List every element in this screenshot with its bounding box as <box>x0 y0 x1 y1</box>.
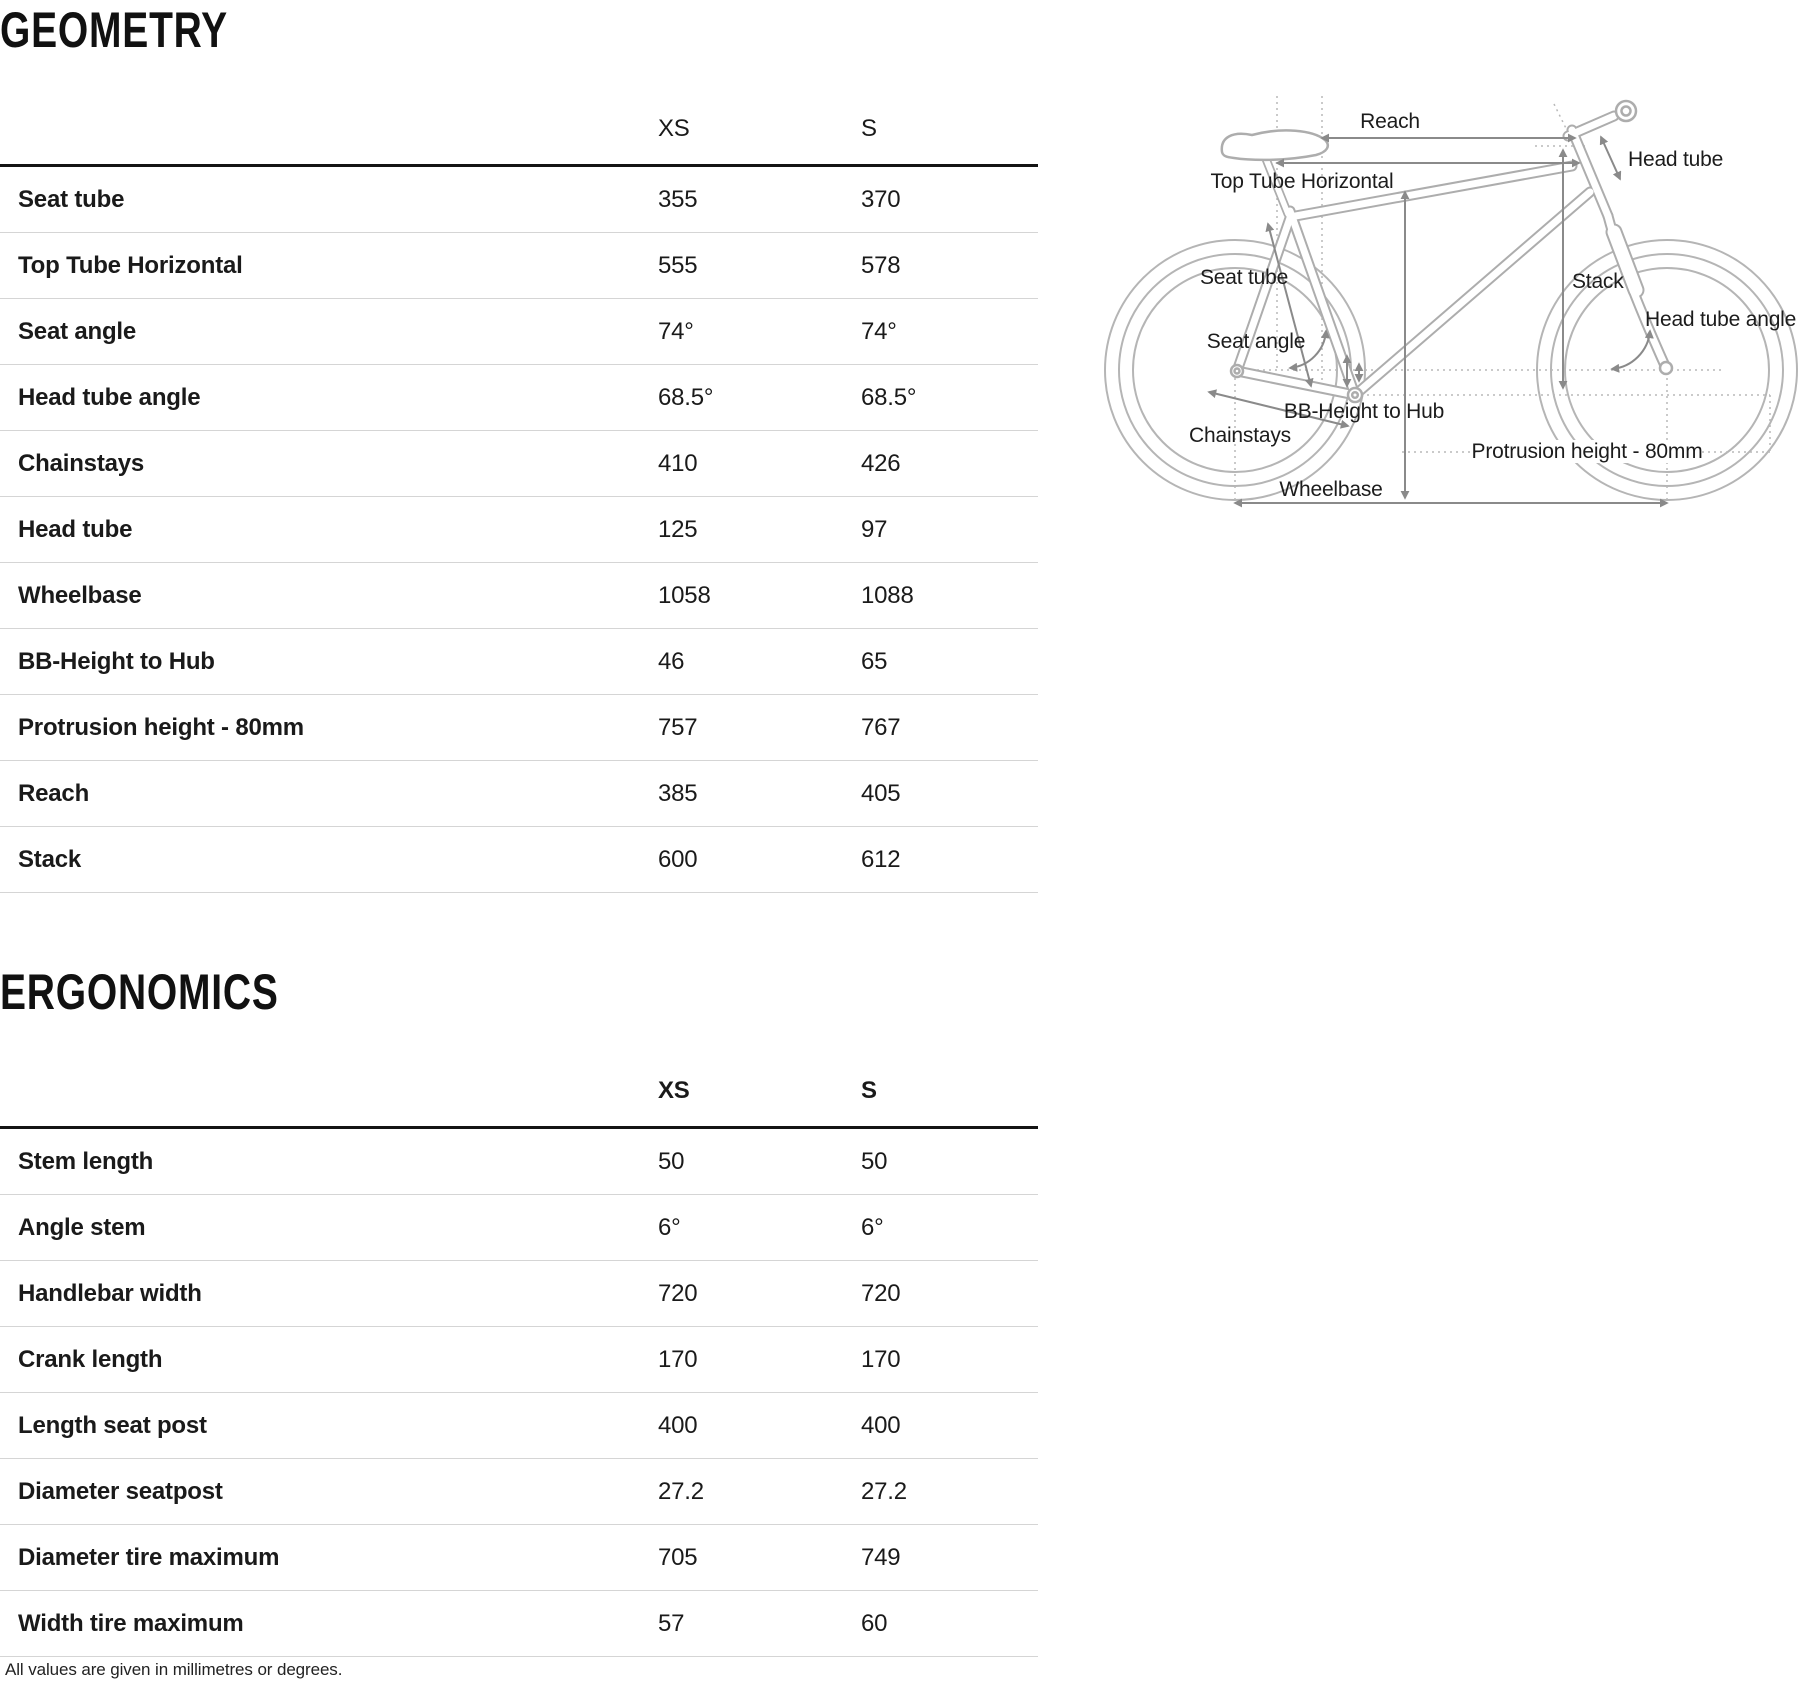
spec-value-s: 74° <box>861 317 897 345</box>
table-row <box>0 1591 1038 1657</box>
spec-value-xs: 410 <box>658 449 698 477</box>
table-row <box>0 563 1038 629</box>
spec-value-xs: 170 <box>658 1345 698 1373</box>
saddle <box>1222 130 1328 159</box>
section-ergonomics <box>0 966 1038 1657</box>
bike-geometry-diagram <box>950 80 1812 510</box>
spec-value-xs: 720 <box>658 1279 698 1307</box>
spec-value-xs: 400 <box>658 1411 698 1439</box>
spec-value-s: 68.5° <box>861 383 917 411</box>
spec-label: Width tire maximum <box>18 1609 244 1637</box>
spec-label: Top Tube Horizontal <box>18 251 243 279</box>
label-top-tube: Top Tube Horizontal <box>1210 170 1394 193</box>
spec-label: BB-Height to Hub <box>18 647 215 675</box>
table-row <box>0 1195 1038 1261</box>
table-row <box>0 233 1038 299</box>
spec-label: Protrusion height - 80mm <box>18 713 304 741</box>
spec-label: Angle stem <box>18 1213 146 1241</box>
label-stack: Stack <box>1572 270 1624 293</box>
table-row <box>0 299 1038 365</box>
spec-value-xs: 1058 <box>658 581 711 609</box>
table-row <box>0 497 1038 563</box>
spec-value-xs: 46 <box>658 647 685 675</box>
spec-value-xs: 125 <box>658 515 698 543</box>
spec-value-xs: 57 <box>658 1609 685 1637</box>
spec-value-s: 170 <box>861 1345 901 1373</box>
spec-value-xs: 27.2 <box>658 1477 704 1505</box>
label-reach: Reach <box>1360 110 1420 133</box>
spec-label: Diameter seatpost <box>18 1477 223 1505</box>
table-row <box>0 1129 1038 1195</box>
table-row <box>0 695 1038 761</box>
label-chainstays: Chainstays <box>1189 424 1291 447</box>
label-protrusion: Protrusion height - 80mm <box>1471 440 1703 463</box>
spec-label: Seat tube <box>18 185 125 213</box>
table-row <box>0 431 1038 497</box>
spec-value-s: 370 <box>861 185 901 213</box>
table-row <box>0 1261 1038 1327</box>
spec-label: Crank length <box>18 1345 163 1373</box>
spec-value-s: 1088 <box>861 581 914 609</box>
spec-label: Reach <box>18 779 90 807</box>
table-row <box>0 1327 1038 1393</box>
spec-label: Stem length <box>18 1147 154 1175</box>
spec-value-s: 720 <box>861 1279 901 1307</box>
spec-value-xs: 600 <box>658 845 698 873</box>
section-title: GEOMETRY <box>0 2 228 58</box>
section-title: ERGONOMICS <box>0 964 279 1020</box>
table-row <box>0 1459 1038 1525</box>
label-head-tube: Head tube <box>1628 148 1724 171</box>
spec-label: Head tube angle <box>18 383 201 411</box>
table-row <box>0 1393 1038 1459</box>
spec-value-xs: 50 <box>658 1147 685 1175</box>
spec-value-xs: 355 <box>658 185 698 213</box>
spec-value-s: 578 <box>861 251 901 279</box>
spec-label: Diameter tire maximum <box>18 1543 280 1571</box>
spec-value-s: 60 <box>861 1609 888 1637</box>
spec-value-s: 749 <box>861 1543 901 1571</box>
label-seat-angle: Seat angle <box>1206 330 1306 353</box>
label-head-tube-angle: Head tube angle <box>1645 308 1797 331</box>
table-row <box>0 827 1038 893</box>
label-seat-tube: Seat tube <box>1199 266 1289 289</box>
table-row <box>0 1525 1038 1591</box>
front-hub <box>1660 362 1672 374</box>
table-row <box>0 167 1038 233</box>
spec-label: Stack <box>18 845 82 873</box>
spec-table <box>0 1056 1038 1657</box>
spec-value-xs: 705 <box>658 1543 698 1571</box>
spec-label: Wheelbase <box>18 581 142 609</box>
column-header-xs: XS <box>658 115 690 142</box>
units-footnote: All values are given in millimetres or degrees. <box>5 1660 343 1679</box>
spec-value-xs: 6° <box>658 1213 681 1241</box>
spec-value-xs: 385 <box>658 779 698 807</box>
table-header-row <box>0 1056 1038 1129</box>
dimension-labels <box>1189 110 1796 501</box>
spec-value-s: 50 <box>861 1147 888 1175</box>
spec-value-s: 65 <box>861 647 888 675</box>
table-row <box>0 761 1038 827</box>
spec-value-s: 426 <box>861 449 901 477</box>
table-row <box>0 365 1038 431</box>
spec-value-s: 612 <box>861 845 901 873</box>
column-header-s: S <box>861 1077 877 1104</box>
spec-label: Handlebar width <box>18 1279 202 1307</box>
spec-value-s: 6° <box>861 1213 884 1241</box>
spec-value-xs: 68.5° <box>658 383 714 411</box>
spec-label: Chainstays <box>18 449 145 477</box>
spec-value-s: 405 <box>861 779 901 807</box>
spec-label: Head tube <box>18 515 133 543</box>
section-geometry <box>0 4 1038 893</box>
spec-value-s: 27.2 <box>861 1477 907 1505</box>
spec-value-xs: 555 <box>658 251 698 279</box>
spec-value-s: 767 <box>861 713 901 741</box>
label-wheelbase: Wheelbase <box>1279 478 1383 501</box>
table-row <box>0 629 1038 695</box>
column-header-s: S <box>861 115 877 142</box>
spec-label: Seat angle <box>18 317 137 345</box>
column-header-xs: XS <box>658 1077 690 1104</box>
spec-value-xs: 757 <box>658 713 698 741</box>
table-header-row <box>0 94 1038 167</box>
spec-value-xs: 74° <box>658 317 694 345</box>
spec-label: Length seat post <box>18 1411 207 1439</box>
spec-table <box>0 94 1038 893</box>
spec-value-s: 97 <box>861 515 888 543</box>
label-bb-height: BB-Height to Hub <box>1283 400 1445 423</box>
spec-value-s: 400 <box>861 1411 901 1439</box>
